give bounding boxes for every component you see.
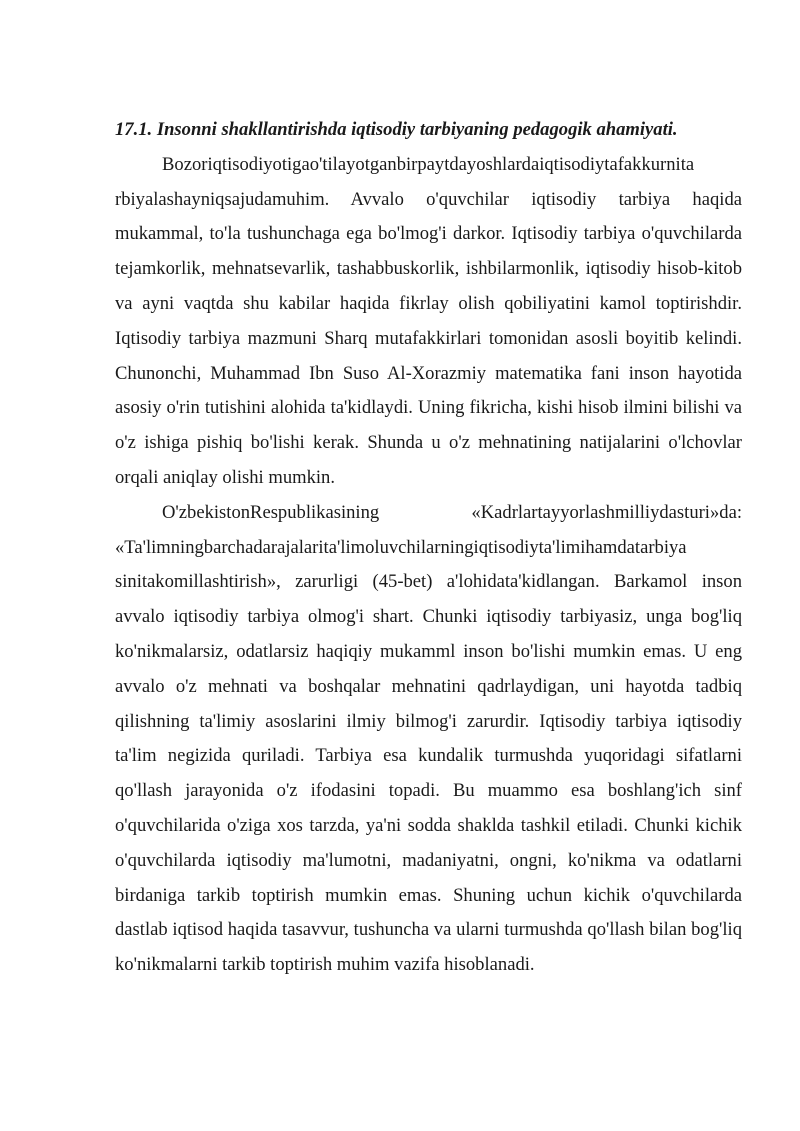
paragraph-2-line-1: O'zbekistonRespublikasining «Kadrlartayyorlashmilliydasturi»da: (162, 501, 742, 523)
paragraph-2-line-2: «Ta'limningbarchadarajalarita'limoluvchilarningiqtisodiyta'limihamdatarbiya (115, 536, 687, 558)
paragraph-1-line-1: Bozoriqtisodiyotigao'tilayotganbirpaytdayoshlardaiqtisodiytafakkurnita (162, 153, 695, 175)
section-heading: 17.1. Insonni shakllantirishda iqtisodiy tarbiyaning pedagogik ahamiyati. (115, 119, 678, 140)
paragraph-2 (115, 496, 742, 983)
paragraph-2-body: sinitakomillashtirish», zarurligi (45-bet) a'lohidata'kidlangan. Barkamol inson avvalo iqtisodiy tarbiya olmog'i shart. Chunki iqtisodiy tarbiyasiz, unga bog'liq ko'nikmalarsiz, odatlarsiz haqiqiy mukamml inson bo'lishi mumkin emas. U eng avvalo o'z mehnati va boshqalar mehnatini qadrlaydigan, uni hayotda tadbiq qilishning ta'limiy asoslarini ilmiy bilmog'i zarurdir. Iqtisodiy tarbiya iqtisodiy ta'lim negizida quriladi. Tarbiya esa kundalik turmushda yuqoridagi sifatlarni qo'llash jarayonida o'z ifodasini topadi. Bu muammo esa boshlang'ich sinf o'quvchilarida o'ziga xos tarzda, ya'ni sodda shaklda tashkil etiladi. Chunki kichik o'quvchilarda iqtisodiy ma'lumotni, madaniyatni, ongni, ko'nikma va odatlarni birdaniga tarkib toptirish mumkin emas. Shuning uchun kichik o'quvchilarda dastlab iqtisod haqida tasavvur, tushuncha va ularni turmushda qo'llash bilan bog'liq ko'nikmalarni tarkib toptirish muhim vazifa hisoblanadi. (115, 571, 742, 976)
document-page (115, 113, 742, 983)
paragraph-1-body: rbiyalashayniqsajudamuhim. Avvalo o'quvchilar iqtisodiy tarbiya haqida mukammal, to'la tushunchaga ega bo'lmog'i darkor. Iqtisodiy tarbiya o'quvchilarda tejamkorlik, mehnatsevarlik, tashabbuskorlik, ishbilarmonlik, iqtisodiy hisob-kitob va ayni vaqtda shu kabilar haqida fikrlay olish qobiliyatini kamol toptirishdir. Iqtisodiy tarbiya mazmuni Sharq mutafakkirlari tomonidan asosli boyitib kelindi. Chunonchi, Muhammad Ibn Suso Al-Xorazmiy matematika fani inson hayotida asosiy o'rin tutishini alohida ta'kidlaydi. Uning fikricha, kishi hisob ilmini bilishi va o'z ishiga pishiq bo'lishi kerak. Shunda u o'z mehnatining natijalarini o'lchovlar orqali aniqlay olishi mumkin. (115, 188, 742, 488)
paragraph-1 (115, 148, 742, 496)
